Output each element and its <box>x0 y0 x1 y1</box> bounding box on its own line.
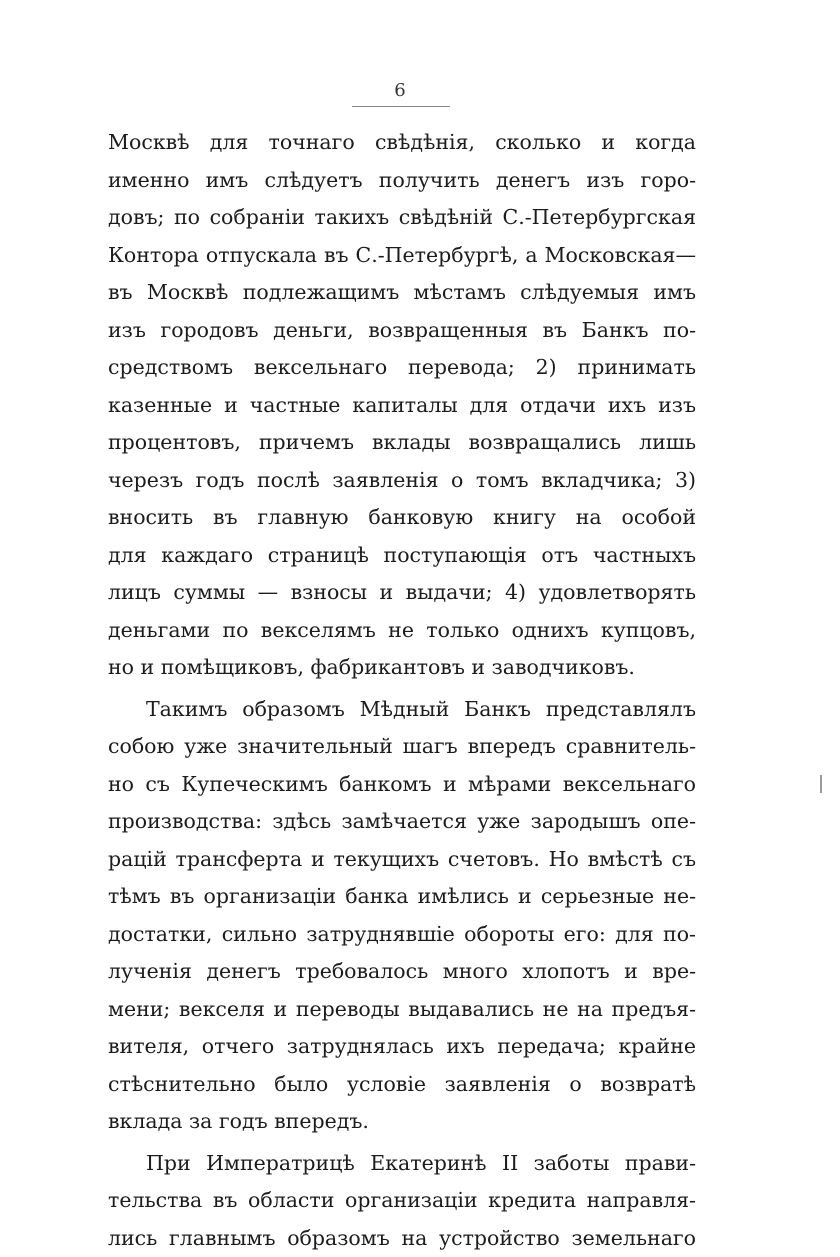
text-line: достатки, сильно затруднявшіе обороты его: для по- <box>108 916 696 954</box>
text-line: собою уже значительный шагъ впередъ сравнитель- <box>108 728 696 766</box>
body-text <box>108 124 696 1257</box>
text-line: лицъ суммы — взносы и выдачи; 4) удовлетворять <box>108 574 696 612</box>
paragraph-1 <box>108 124 696 687</box>
text-line: для каждаго страницѣ поступающія отъ частныхъ <box>108 537 696 575</box>
text-line: но и помѣщиковъ, фабрикантовъ и заводчиковъ. <box>108 649 696 687</box>
margin-mark <box>820 775 822 793</box>
text-line: но съ Купеческимъ банкомъ и мѣрами вексельнаго <box>108 766 696 804</box>
text-line: изъ городовъ деньги, возвращенныя въ Банкъ по- <box>108 312 696 350</box>
text-line: именно имъ слѣдуетъ получить денегъ изъ горо- <box>108 162 696 200</box>
text-line: Москвѣ для точнаго свѣдѣнія, сколько и когда <box>108 124 696 162</box>
text-line: стѣснительно было условіе заявленія о возвратѣ <box>108 1066 696 1104</box>
text-line: довъ; по собраніи такихъ свѣдѣній С.-Петербургская <box>108 199 696 237</box>
header-rule <box>352 106 450 107</box>
text-line: въ Москвѣ подлежащимъ мѣстамъ слѣдуемыя имъ <box>108 274 696 312</box>
text-line: тѣмъ въ организаціи банка имѣлись и серьезные не- <box>108 878 696 916</box>
text-line: тельства въ области организаціи кредита направля- <box>108 1182 696 1220</box>
text-line: вителя, отчего затруднялась ихъ передача; крайне <box>108 1028 696 1066</box>
text-line: вклада за годъ впередъ. <box>108 1103 696 1141</box>
text-line: Контора отпускала въ С.-Петербургѣ, а Московская— <box>108 237 696 275</box>
page-number: 6 <box>0 80 800 101</box>
text-line: деньгами по векселямъ не только однихъ купцовъ, <box>108 612 696 650</box>
text-line: вносить въ главную банковую книгу на особой <box>108 499 696 537</box>
text-line: Такимъ образомъ Мѣдный Банкъ представлялъ <box>108 691 696 729</box>
text-line: процентовъ, причемъ вклады возвращались лишь <box>108 424 696 462</box>
text-line: рацій трансферта и текущихъ счетовъ. Но вмѣстѣ съ <box>108 841 696 879</box>
paragraph-2 <box>108 691 696 1141</box>
paragraph-3 <box>108 1145 696 1257</box>
text-line: мени; векселя и переводы выдавались не на предъя- <box>108 991 696 1029</box>
text-line: черезъ годъ послѣ заявленія о томъ вкладчика; 3) <box>108 462 696 500</box>
text-line: лученія денегъ требовалось много хлопотъ и вре- <box>108 953 696 991</box>
text-line: лись главнымъ образомъ на устройство земельнаго <box>108 1220 696 1257</box>
text-line: средствомъ вексельнаго перевода; 2) принимать <box>108 349 696 387</box>
text-line: При Императрицѣ Екатеринѣ II заботы прави- <box>108 1145 696 1183</box>
text-line: казенные и частные капиталы для отдачи ихъ изъ <box>108 387 696 425</box>
text-line: производства: здѣсь замѣчается уже зародышъ опе- <box>108 803 696 841</box>
